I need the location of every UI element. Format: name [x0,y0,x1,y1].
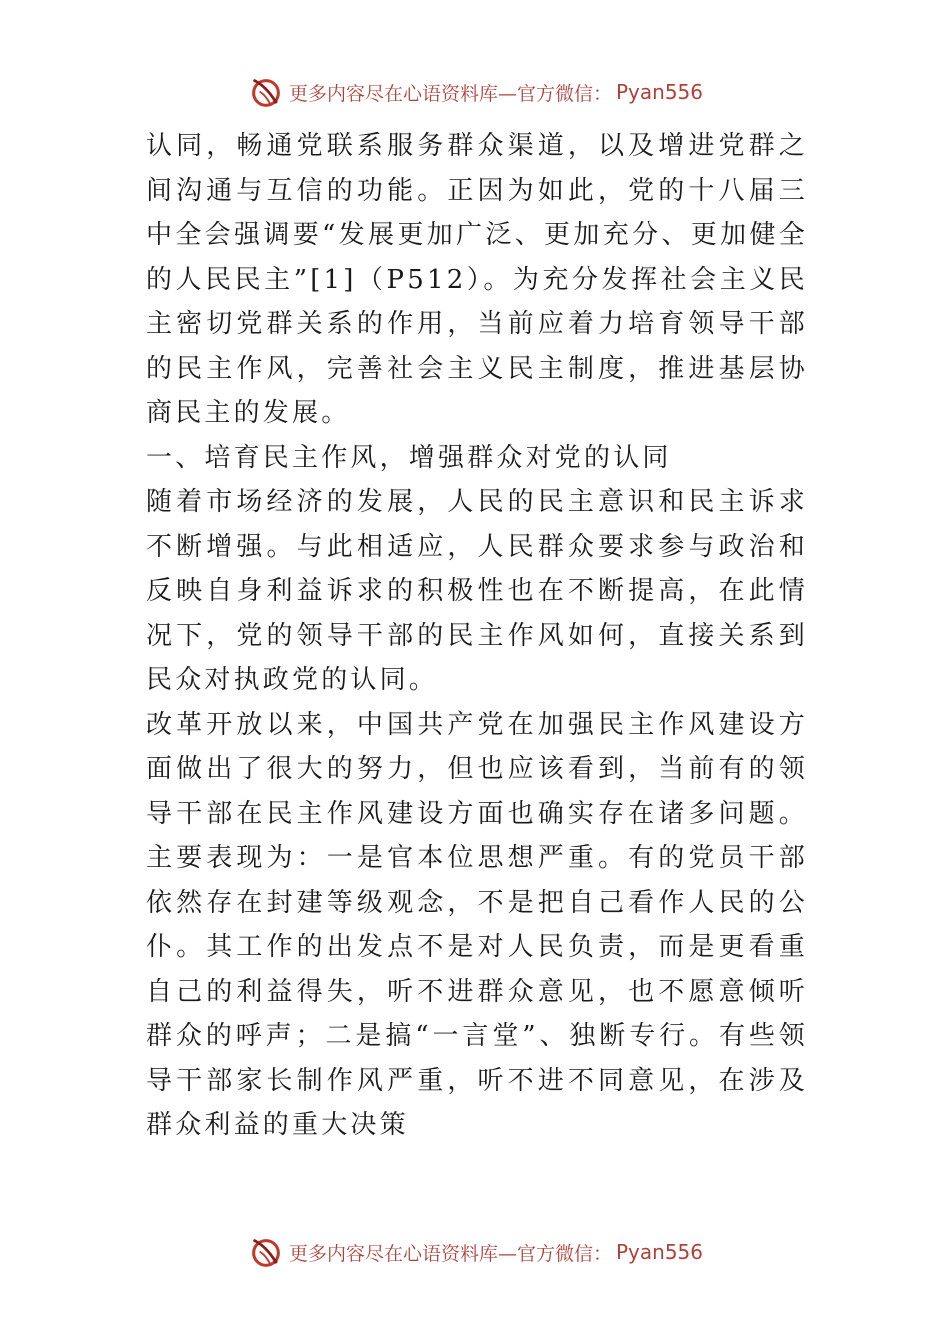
banner-account: Pyan556 [616,1240,704,1264]
section-heading: 一、培育民主作风，增强群众对党的认同 [146,442,672,473]
paragraph: 改革开放以来，中国共产党在加强民主作风建设方面做出了很大的努力，但也应该看到，当前有的领导干部在民主作风建设方面也确实存在诸多问题。主要表现为：一是官本位思想严重。有的党员干部依然存在封建等级观念，不是把自己看作人民的公仆。其工作的出发点不是对人民负责，而是更看重自己的利益得失，听不进群众意见，也不愿意倾听群众的呼声；二是搞“一言堂”、独断专行。有些领导干部家长制作风严重，听不进不同意见，在涉及群众利益的重大决策 [146,709,808,1140]
brush-circle-logo-icon [247,1233,285,1271]
banner-text: 更多内容尽在心语资料库—官方微信： [288,82,612,105]
banner-text: 更多内容尽在心语资料库—官方微信： [288,1242,612,1265]
footer-banner [0,1230,950,1274]
document-body [146,124,808,1148]
paragraph: 认同，畅通党联系服务群众渠道，以及增进党群之间沟通与互信的功能。正因为如此，党的十八届三中全会强调要“发展更加广泛、更加充分、更加健全的人民民主”[1]（P512）。为充分发挥社会主义民主密切党群关系的作用，当前应着力培育领导干部的民主作风，完善社会主义民主制度，推进基层协商民主的发展。 [146,131,808,428]
paragraph: 随着市场经济的发展，人民的民主意识和民主诉求不断增强。与此相适应，人民群众要求参与政治和反映自身利益诉求的积极性也在不断提高，在此情况下，党的领导干部的民主作风如何，直接关系到民众对执政党的认同。 [146,487,808,695]
brush-circle-logo-icon [247,73,285,111]
header-banner [0,70,950,114]
banner-account: Pyan556 [616,80,704,104]
